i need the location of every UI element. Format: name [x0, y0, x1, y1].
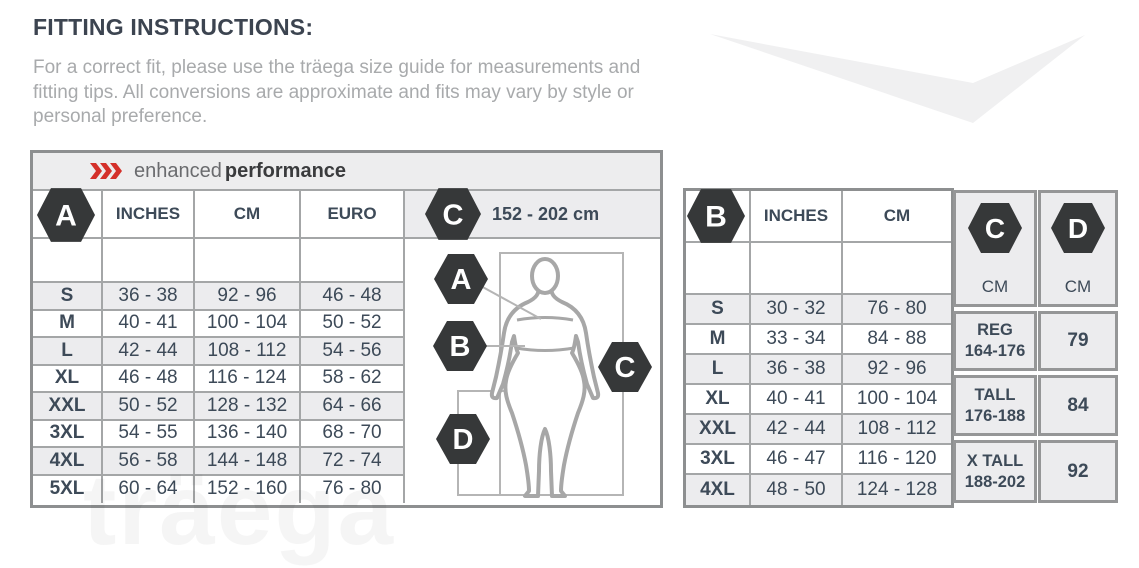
height-column-header — [953, 190, 1037, 307]
size-label: XL — [33, 366, 103, 394]
hexagon-badge-d-diagram — [436, 414, 490, 464]
cm-value: 100 - 104 — [843, 385, 951, 415]
cm-value: 128 - 132 — [195, 393, 301, 421]
unit-label: CM — [981, 277, 1009, 296]
hexagon-badge-c-header — [425, 187, 481, 241]
height-label: TALL — [974, 385, 1016, 404]
hexagon-badge-a-diagram — [434, 254, 488, 304]
spacer-cell — [103, 239, 195, 283]
hexagon-badge-c-diagram — [598, 342, 652, 392]
brand-name-light: enhanced — [134, 159, 222, 182]
height-column — [953, 190, 1037, 503]
euro-value: 54 - 56 — [301, 338, 405, 366]
spacer-cell — [195, 239, 301, 283]
cm-value: 108 - 112 — [843, 415, 951, 445]
size-label: 5XL — [33, 476, 103, 504]
height-range: 164-176 — [964, 342, 1026, 360]
svg-text:C: C — [984, 213, 1006, 244]
size-label: 4XL — [686, 475, 751, 505]
inches-value: 46 - 47 — [751, 445, 843, 475]
inches-value: 33 - 34 — [751, 325, 843, 355]
hexagon-badge-b-diagram — [433, 321, 487, 371]
cm-value: 116 - 120 — [843, 445, 951, 475]
euro-value: 64 - 66 — [301, 393, 405, 421]
inseam-column-header — [1038, 190, 1118, 307]
height-box-reg — [953, 311, 1037, 371]
inches-value: 42 - 44 — [751, 415, 843, 445]
inches-value: 60 - 64 — [103, 476, 195, 504]
svg-text:C: C — [442, 199, 464, 232]
euro-value: 50 - 52 — [301, 311, 405, 339]
col-header-euro: EURO — [301, 191, 405, 239]
size-label: S — [686, 295, 751, 325]
spacer-cell — [686, 243, 751, 295]
height-range: 188-202 — [964, 472, 1026, 491]
col-header-inches: INCHES — [103, 191, 195, 239]
inches-value: 54 - 55 — [103, 421, 195, 449]
svg-text:C: C — [614, 352, 636, 384]
size-label: M — [686, 325, 751, 355]
inches-value: 46 - 48 — [103, 366, 195, 394]
hexagon-badge-d — [1050, 203, 1106, 253]
inches-value: 50 - 52 — [103, 393, 195, 421]
brand-banner — [33, 153, 660, 191]
inches-value: 30 - 32 — [751, 295, 843, 325]
cm-value: 92 - 96 — [195, 283, 301, 311]
height-range-header — [405, 191, 660, 239]
size-label: 3XL — [686, 445, 751, 475]
euro-value: 68 - 70 — [301, 421, 405, 449]
col-header-inches: INCHES — [751, 191, 843, 243]
inches-value: 42 - 44 — [103, 338, 195, 366]
cm-value: 124 - 128 — [843, 475, 951, 505]
chest-size-table — [30, 150, 663, 508]
inches-value: 36 - 38 — [103, 283, 195, 311]
size-label: XL — [686, 385, 751, 415]
inseam-column — [1038, 190, 1118, 503]
badge-cell-b — [686, 191, 751, 243]
size-label: XXL — [33, 393, 103, 421]
inseam-value: 84 — [1038, 375, 1118, 436]
spacer-cell — [33, 239, 103, 283]
height-range: 176-188 — [964, 406, 1026, 425]
cm-value: 84 - 88 — [843, 325, 951, 355]
size-label: XXL — [686, 415, 751, 445]
intro-text: For a correct fit, please use the träega size guide for measurements and fitting tips. All conversions are approximate and fits may vary by style or personal preference. — [33, 57, 641, 128]
cm-value: 136 - 140 — [195, 421, 301, 449]
inches-value: 56 - 58 — [103, 448, 195, 476]
svg-text:D: D — [1067, 213, 1089, 244]
badge-cell-a — [33, 191, 103, 239]
triple-chevron-right-icon — [89, 163, 125, 179]
svg-text:D: D — [452, 424, 474, 456]
head-outline — [532, 259, 558, 293]
inches-value: 40 - 41 — [751, 385, 843, 415]
cm-value: 116 - 124 — [195, 366, 301, 394]
size-label: L — [33, 338, 103, 366]
inseam-value: 92 — [1038, 440, 1118, 503]
svg-text:A: A — [55, 199, 77, 233]
fit-diagram-panel — [405, 191, 660, 503]
height-label: REG — [977, 321, 1013, 340]
cm-value: 108 - 112 — [195, 338, 301, 366]
spacer-cell — [843, 243, 951, 295]
size-label: 3XL — [33, 421, 103, 449]
hexagon-badge-a — [37, 188, 95, 242]
height-label: X TALL — [966, 451, 1024, 470]
size-label: S — [33, 283, 103, 311]
spacer-cell — [751, 243, 843, 295]
euro-value: 72 - 74 — [301, 448, 405, 476]
size-label: M — [33, 311, 103, 339]
cm-value: 100 - 104 — [195, 311, 301, 339]
euro-value: 76 - 80 — [301, 476, 405, 504]
hexagon-badge-b — [687, 189, 745, 243]
swoosh-decoration — [700, 25, 1095, 130]
hexagon-badge-c — [967, 203, 1023, 253]
inches-value: 48 - 50 — [751, 475, 843, 505]
euro-value: 58 - 62 — [301, 366, 405, 394]
chest-size-grid — [33, 191, 405, 503]
page-title: FITTING INSTRUCTIONS: — [33, 14, 314, 40]
svg-text:A: A — [450, 264, 472, 296]
spacer-cell — [301, 239, 405, 283]
cm-value: 152 - 160 — [195, 476, 301, 504]
waist-size-grid — [686, 191, 951, 505]
cm-value: 92 - 96 — [843, 355, 951, 385]
body-silhouette-diagram — [405, 241, 657, 503]
inches-value: 36 - 38 — [751, 355, 843, 385]
euro-value: 46 - 48 — [301, 283, 405, 311]
col-header-cm: CM — [843, 191, 951, 243]
svg-text:B: B — [705, 200, 727, 234]
unit-label: CM — [1064, 277, 1092, 296]
cm-value: 76 - 80 — [843, 295, 951, 325]
brand-name-bold: performance — [224, 159, 347, 182]
svg-text:B: B — [449, 331, 471, 363]
waist-size-table — [683, 188, 954, 508]
height-range-value: 152 - 202 cm — [492, 203, 600, 224]
height-box-tall — [953, 375, 1037, 436]
inches-value: 40 - 41 — [103, 311, 195, 339]
height-box-xtall — [953, 440, 1037, 503]
size-label: 4XL — [33, 448, 103, 476]
size-label: L — [686, 355, 751, 385]
inseam-value: 79 — [1038, 311, 1118, 371]
cm-value: 144 - 148 — [195, 448, 301, 476]
col-header-cm: CM — [195, 191, 301, 239]
